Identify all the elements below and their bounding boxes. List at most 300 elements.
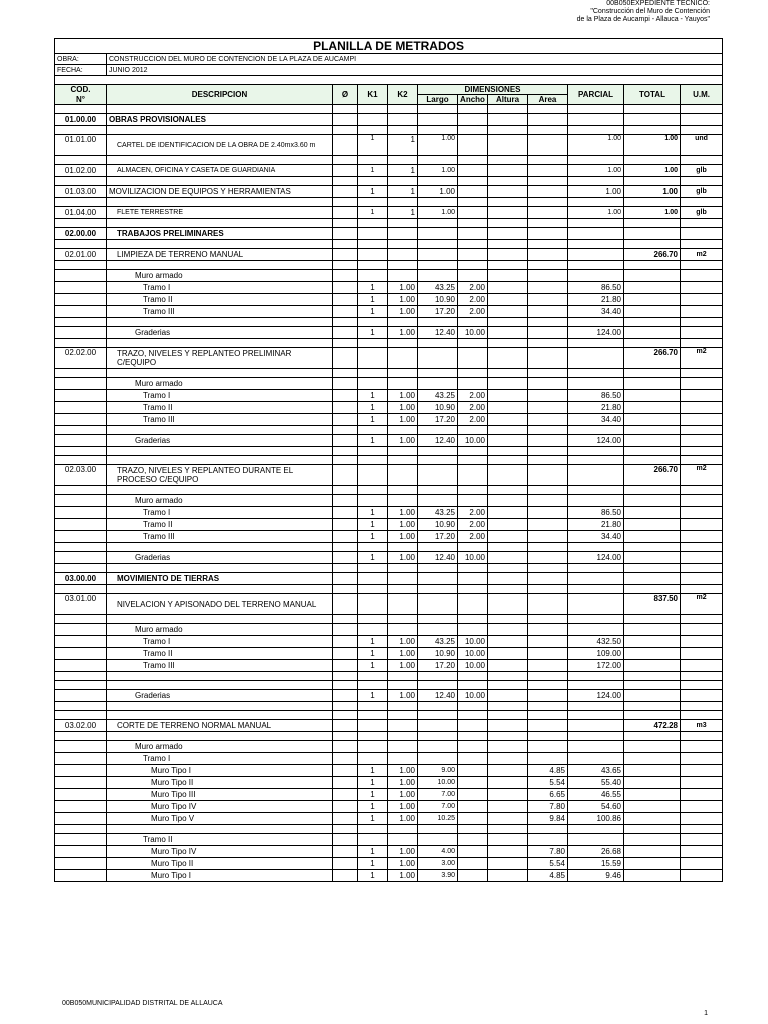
item-largo — [418, 834, 458, 846]
blank-cell — [107, 198, 333, 207]
blank-cell — [568, 543, 624, 552]
item-largo: 3.00 — [418, 858, 458, 870]
item-parcial — [568, 378, 624, 390]
item-area — [528, 495, 568, 507]
blank-cell — [333, 105, 358, 114]
item-k2: 1 — [388, 207, 418, 219]
item-total — [624, 402, 681, 414]
item-largo: 43.25 — [418, 390, 458, 402]
item-k2 — [388, 249, 418, 261]
blank-cell — [568, 105, 624, 114]
item-ancho: 2.00 — [458, 414, 488, 426]
blank-cell — [568, 702, 624, 711]
item-diam — [333, 801, 358, 813]
item-parcial — [568, 573, 624, 585]
item-k2: 1.00 — [388, 813, 418, 825]
item-altura — [488, 690, 528, 702]
item-um — [681, 270, 723, 282]
item-total — [624, 519, 681, 531]
item-um: glb — [681, 207, 723, 219]
blank-cell — [358, 318, 388, 327]
blank-cell — [624, 564, 681, 573]
item-parcial — [568, 594, 624, 615]
document-header — [450, 0, 710, 24]
item-description: Tramo I — [107, 636, 333, 648]
item-ancho — [458, 870, 488, 882]
blank-cell — [107, 126, 333, 135]
blank-cell — [55, 447, 107, 456]
item-largo: 7.00 — [418, 789, 458, 801]
blank-cell — [681, 711, 723, 720]
item-um — [681, 741, 723, 753]
item-k2: 1.00 — [388, 789, 418, 801]
blank-cell — [568, 672, 624, 681]
item-diam — [333, 870, 358, 882]
item-altura — [488, 519, 528, 531]
item-area — [528, 186, 568, 198]
blank-cell — [681, 543, 723, 552]
blank-cell — [458, 702, 488, 711]
blank-cell — [418, 126, 458, 135]
blank-cell — [55, 681, 107, 690]
item-k2: 1.00 — [388, 327, 418, 339]
item-k1: 1 — [358, 858, 388, 870]
blank-cell — [568, 447, 624, 456]
item-k2: 1.00 — [388, 294, 418, 306]
item-k1: 1 — [358, 789, 388, 801]
blank-cell — [107, 825, 333, 834]
blank-cell — [388, 456, 418, 465]
item-code — [55, 741, 107, 753]
item-altura — [488, 114, 528, 126]
item-ancho — [458, 114, 488, 126]
item-diam — [333, 495, 358, 507]
item-row — [55, 720, 723, 732]
item-k2 — [388, 624, 418, 636]
item-largo — [418, 114, 458, 126]
blank-cell — [55, 615, 107, 624]
blank-cell — [681, 456, 723, 465]
item-k1: 1 — [358, 648, 388, 660]
item-diam — [333, 228, 358, 240]
item-description: Muro Tipo V — [107, 813, 333, 825]
item-description: Muro Tipo II — [107, 777, 333, 789]
item-area — [528, 507, 568, 519]
blank-cell — [107, 369, 333, 378]
blank-cell — [568, 585, 624, 594]
blank-cell — [107, 732, 333, 741]
item-area — [528, 834, 568, 846]
item-area: 7.80 — [528, 846, 568, 858]
item-total — [624, 858, 681, 870]
item-k2 — [388, 348, 418, 369]
item-area — [528, 690, 568, 702]
item-um — [681, 519, 723, 531]
item-um — [681, 435, 723, 447]
item-diam — [333, 270, 358, 282]
item-ancho — [458, 765, 488, 777]
item-total — [624, 636, 681, 648]
item-total — [624, 228, 681, 240]
blank-cell — [358, 564, 388, 573]
blank-cell — [333, 318, 358, 327]
blank-cell — [388, 564, 418, 573]
item-parcial — [568, 753, 624, 765]
item-parcial — [568, 348, 624, 369]
item-largo — [418, 624, 458, 636]
item-altura — [488, 186, 528, 198]
item-area: 6.65 — [528, 789, 568, 801]
blank-cell — [358, 732, 388, 741]
item-parcial: 21.80 — [568, 294, 624, 306]
item-total — [624, 624, 681, 636]
item-k1: 1 — [358, 801, 388, 813]
item-altura — [488, 870, 528, 882]
item-ancho: 10.00 — [458, 636, 488, 648]
item-ancho — [458, 249, 488, 261]
item-largo — [418, 348, 458, 369]
blank-cell — [458, 732, 488, 741]
blank-cell — [55, 177, 107, 186]
item-total — [624, 390, 681, 402]
blank-cell — [55, 105, 107, 114]
blank-cell — [624, 240, 681, 249]
blank-cell — [55, 339, 107, 348]
item-total — [624, 846, 681, 858]
item-code: 02.01.00 — [55, 249, 107, 261]
item-um — [681, 858, 723, 870]
detail-row — [55, 552, 723, 564]
blank-cell — [358, 156, 388, 165]
item-altura — [488, 294, 528, 306]
item-parcial — [568, 228, 624, 240]
blank-row — [55, 702, 723, 711]
item-description: MOVIMIENTO DE TIERRAS — [107, 573, 333, 585]
item-largo: 17.20 — [418, 531, 458, 543]
blank-cell — [528, 702, 568, 711]
item-ancho — [458, 753, 488, 765]
item-ancho — [458, 165, 488, 177]
item-ancho: 10.00 — [458, 552, 488, 564]
blank-cell — [358, 126, 388, 135]
blank-cell — [107, 702, 333, 711]
item-um: glb — [681, 186, 723, 198]
item-area — [528, 270, 568, 282]
blank-cell — [358, 825, 388, 834]
blank-cell — [624, 261, 681, 270]
item-total — [624, 690, 681, 702]
item-description: Muro armado — [107, 378, 333, 390]
item-code: 01.04.00 — [55, 207, 107, 219]
item-k1 — [358, 114, 388, 126]
item-um — [681, 531, 723, 543]
item-k2: 1.00 — [388, 306, 418, 318]
item-code: 02.00.00 — [55, 228, 107, 240]
detail-row — [55, 870, 723, 882]
spacer-row — [55, 76, 723, 85]
blank-cell — [624, 585, 681, 594]
col-total: TOTAL — [624, 85, 681, 105]
blank-cell — [358, 240, 388, 249]
item-area — [528, 378, 568, 390]
blank-cell — [458, 585, 488, 594]
blank-cell — [55, 456, 107, 465]
blank-cell — [528, 456, 568, 465]
item-k2: 1.00 — [388, 531, 418, 543]
blank-cell — [418, 261, 458, 270]
item-k2 — [388, 753, 418, 765]
item-um — [681, 507, 723, 519]
item-k1: 1 — [358, 846, 388, 858]
blank-row — [55, 339, 723, 348]
item-area — [528, 660, 568, 672]
item-code — [55, 846, 107, 858]
blank-row — [55, 426, 723, 435]
item-largo — [418, 573, 458, 585]
blank-cell — [568, 369, 624, 378]
blank-cell — [624, 426, 681, 435]
detail-row — [55, 414, 723, 426]
item-diam — [333, 402, 358, 414]
blank-cell — [388, 447, 418, 456]
blank-cell — [624, 318, 681, 327]
blank-cell — [358, 177, 388, 186]
blank-cell — [624, 369, 681, 378]
blank-cell — [107, 543, 333, 552]
blank-cell — [681, 825, 723, 834]
blank-cell — [418, 426, 458, 435]
blank-cell — [107, 585, 333, 594]
item-diam — [333, 552, 358, 564]
item-parcial: 46.55 — [568, 789, 624, 801]
item-diam — [333, 249, 358, 261]
blank-cell — [568, 456, 624, 465]
item-total: 266.70 — [624, 348, 681, 369]
item-k2: 1.00 — [388, 846, 418, 858]
blank-cell — [333, 825, 358, 834]
item-diam — [333, 648, 358, 660]
blank-row — [55, 447, 723, 456]
item-largo: 10.90 — [418, 294, 458, 306]
item-k1: 1 — [358, 519, 388, 531]
blank-cell — [458, 825, 488, 834]
detail-row — [55, 624, 723, 636]
blank-cell — [358, 447, 388, 456]
header-line-1: 00B050EXPEDIENTE TECNICO: — [606, 0, 710, 7]
item-k1 — [358, 624, 388, 636]
blank-cell — [107, 564, 333, 573]
item-area — [528, 594, 568, 615]
item-largo: 4.00 — [418, 846, 458, 858]
item-code — [55, 531, 107, 543]
item-total — [624, 114, 681, 126]
blank-cell — [458, 486, 488, 495]
item-code — [55, 690, 107, 702]
footer-text: 00B050MUNICIPALIDAD DISTRITAL DE ALLAUCA — [62, 1000, 223, 1007]
item-total: 837.50 — [624, 594, 681, 615]
item-ancho — [458, 348, 488, 369]
item-um: und — [681, 135, 723, 156]
item-code — [55, 636, 107, 648]
item-parcial — [568, 495, 624, 507]
item-ancho — [458, 720, 488, 732]
item-altura — [488, 435, 528, 447]
item-description: Graderias — [107, 690, 333, 702]
detail-row — [55, 660, 723, 672]
item-k2 — [388, 378, 418, 390]
item-parcial: 172.00 — [568, 660, 624, 672]
item-total — [624, 777, 681, 789]
item-um — [681, 228, 723, 240]
item-code — [55, 648, 107, 660]
blank-cell — [681, 615, 723, 624]
detail-row — [55, 846, 723, 858]
item-description: Tramo I — [107, 753, 333, 765]
item-area: 5.54 — [528, 858, 568, 870]
item-um — [681, 789, 723, 801]
blank-cell — [418, 318, 458, 327]
detail-row — [55, 306, 723, 318]
blank-cell — [418, 543, 458, 552]
item-altura — [488, 327, 528, 339]
blank-cell — [528, 177, 568, 186]
blank-cell — [488, 702, 528, 711]
blank-row — [55, 672, 723, 681]
blank-cell — [624, 126, 681, 135]
detail-row — [55, 327, 723, 339]
item-area — [528, 465, 568, 486]
item-k2: 1.00 — [388, 858, 418, 870]
col-diam: Ø — [333, 85, 358, 105]
item-k2: 1.00 — [388, 636, 418, 648]
blank-cell — [418, 585, 458, 594]
blank-cell — [488, 732, 528, 741]
blank-cell — [358, 585, 388, 594]
blank-cell — [568, 426, 624, 435]
col-altura: Altura — [488, 95, 528, 105]
item-parcial: 54.60 — [568, 801, 624, 813]
blank-cell — [568, 615, 624, 624]
blank-cell — [488, 486, 528, 495]
item-ancho — [458, 834, 488, 846]
item-um: m2 — [681, 348, 723, 369]
blank-cell — [418, 156, 458, 165]
blank-cell — [358, 711, 388, 720]
item-total — [624, 789, 681, 801]
col-dimensiones: DIMENSIONES — [418, 85, 568, 95]
item-k1: 1 — [358, 507, 388, 519]
blank-cell — [681, 219, 723, 228]
item-area: 7.80 — [528, 801, 568, 813]
blank-cell — [488, 369, 528, 378]
item-area — [528, 390, 568, 402]
blank-cell — [388, 732, 418, 741]
blank-cell — [568, 339, 624, 348]
item-altura — [488, 660, 528, 672]
item-code — [55, 801, 107, 813]
item-total — [624, 801, 681, 813]
item-altura — [488, 495, 528, 507]
item-diam — [333, 531, 358, 543]
blank-cell — [681, 564, 723, 573]
item-altura — [488, 801, 528, 813]
blank-cell — [418, 486, 458, 495]
item-total — [624, 435, 681, 447]
blank-cell — [333, 702, 358, 711]
item-diam — [333, 741, 358, 753]
blank-row — [55, 615, 723, 624]
item-k2: 1.00 — [388, 801, 418, 813]
item-um — [681, 690, 723, 702]
blank-cell — [107, 261, 333, 270]
blank-cell — [107, 672, 333, 681]
item-largo: 12.40 — [418, 552, 458, 564]
blank-cell — [55, 711, 107, 720]
item-largo — [418, 753, 458, 765]
item-area — [528, 135, 568, 156]
item-total: 266.70 — [624, 249, 681, 261]
item-code — [55, 414, 107, 426]
blank-cell — [528, 318, 568, 327]
blank-cell — [488, 585, 528, 594]
item-parcial — [568, 465, 624, 486]
item-um — [681, 495, 723, 507]
item-um — [681, 846, 723, 858]
item-k2: 1.00 — [388, 507, 418, 519]
item-description: Tramo III — [107, 660, 333, 672]
blank-cell — [528, 681, 568, 690]
blank-row — [55, 681, 723, 690]
item-diam — [333, 765, 358, 777]
item-k1: 1 — [358, 870, 388, 882]
blank-cell — [107, 447, 333, 456]
item-diam — [333, 519, 358, 531]
blank-cell — [624, 447, 681, 456]
item-description: Muro Tipo I — [107, 765, 333, 777]
item-ancho: 2.00 — [458, 519, 488, 531]
detail-row — [55, 495, 723, 507]
detail-row — [55, 777, 723, 789]
sheet-title: PLANILLA DE METRADOS — [55, 39, 723, 54]
detail-row — [55, 435, 723, 447]
blank-cell — [388, 198, 418, 207]
item-altura — [488, 402, 528, 414]
item-k2: 1.00 — [388, 282, 418, 294]
item-altura — [488, 636, 528, 648]
blank-cell — [528, 447, 568, 456]
item-code: 01.03.00 — [55, 186, 107, 198]
item-largo: 10.90 — [418, 648, 458, 660]
item-parcial: 109.00 — [568, 648, 624, 660]
item-code — [55, 435, 107, 447]
item-parcial — [568, 270, 624, 282]
item-code — [55, 519, 107, 531]
item-parcial — [568, 834, 624, 846]
item-code — [55, 777, 107, 789]
item-k2 — [388, 573, 418, 585]
item-total — [624, 414, 681, 426]
item-code — [55, 507, 107, 519]
item-k1: 1 — [358, 531, 388, 543]
blank-cell — [333, 711, 358, 720]
item-um — [681, 552, 723, 564]
item-altura — [488, 507, 528, 519]
item-diam — [333, 135, 358, 156]
item-parcial: 55.40 — [568, 777, 624, 789]
item-altura — [488, 135, 528, 156]
item-parcial — [568, 624, 624, 636]
blank-cell — [388, 126, 418, 135]
